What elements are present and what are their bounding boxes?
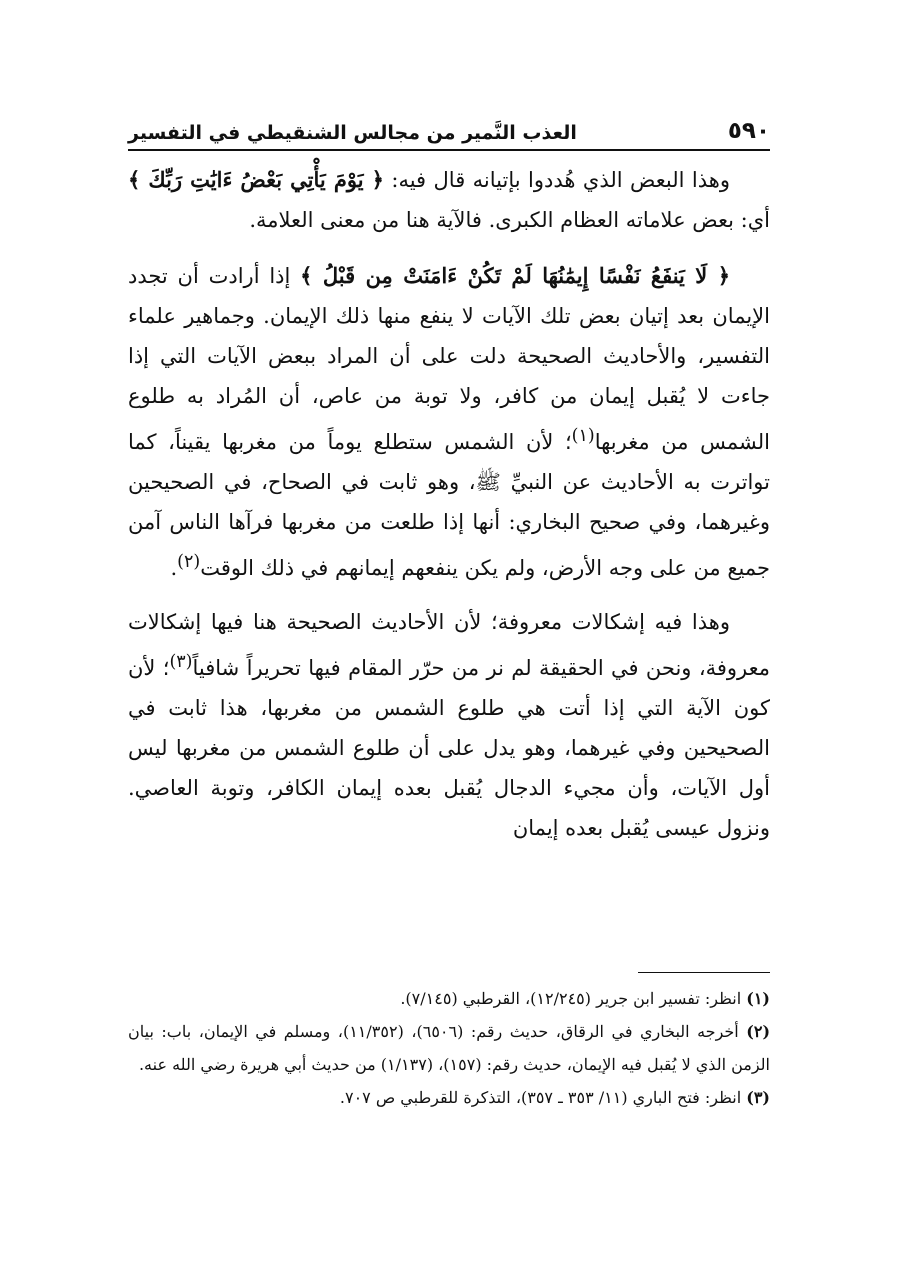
footnote-1-number: (١) [746, 989, 770, 1008]
page-header [128, 104, 770, 144]
footnote-2-number: (٢) [746, 1022, 771, 1041]
header-divider [128, 149, 770, 151]
paragraph-2 [128, 256, 770, 588]
paragraph-2-text-c: . [170, 556, 178, 580]
footnote-2-text: أخرجه البخاري في الرقاق، حديث رقم: (٦٥٠٦)، (١١/٣٥٢)، ومسلم في الإيمان، باب: بيان الزمن الذي لا يُقبل فيه الإيمان، حديث رقم: (١٥٧)، (١/١٣٧) من حديث أبي هريرة رضي الله عنه. [128, 1022, 770, 1074]
paragraph-3-text-a: وهذا فيه إشكالات معروفة؛ لأن الأحاديث الصحيحة هنا فيها إشكالات معروفة، ونحن في الحقيقة لم نر من حرّر المقام فيها تحريراً شافياً [128, 610, 770, 680]
paragraph-3-text-b: ؛ لأن كون الآية التي إذا أتت هي طلوع الشمس من مغربها، هذا ثابت في الصحيحين وفي غيرهما، وهو يدل على أن طلوع الشمس من مغربها ليس أول الآيات، وأن مجيء الدجال يُقبل بعده إيمان الكافر، وتوبة العاصي. ونزول عيسى يُقبل بعده إيمان [128, 656, 770, 840]
footnote-2 [128, 1015, 770, 1081]
paragraph-1-text-a: وهذا البعض الذي هُددوا بإتيانه قال فيه: [383, 168, 730, 192]
body-text [128, 160, 770, 848]
paragraph-3 [128, 602, 770, 848]
footnote-3-number: (٣) [746, 1088, 770, 1107]
footnote-ref-2[interactable]: (٢) [177, 552, 201, 572]
footnote-3-text: انظر: فتح الباري (١١/ ٣٥٣ ـ ٣٥٧)، التذكرة للقرطبي ص ٧٠٧. [339, 1088, 742, 1107]
footnotes [128, 982, 770, 1114]
quran-verse-2: ﴿ لَا يَنفَعُ نَفْسًا إِيمَٰنُهَا لَمْ تَكُنْ ءَامَنَتْ مِن قَبْلُ ﴾ [300, 263, 731, 288]
running-title: العذب النَّمير من مجالس الشنقيطي في التفسير [128, 122, 577, 144]
footnote-1-text: انظر: تفسير ابن جرير (١٢/٢٤٥)، القرطبي (٧/١٤٥). [400, 989, 742, 1008]
paragraph-2-text-b: ؛ لأن الشمس ستطلع يوماً من مغربها يقيناً، كما تواترت به الأحاديث عن النبيِّ ﷺ، وهو ثابت في الصحاح، في الصحيحين وغيرهما، وفي صحيح البخاري: أنها إذا طلعت من مغربها فرآها الناس آمن جميع من على وجه الأرض، ولم يكن ينفعهم إيمانهم في ذلك الوقت [128, 430, 770, 580]
footnote-ref-1[interactable]: (١) [571, 426, 595, 446]
page-number: ٥٩٠ [727, 118, 770, 144]
quran-verse-1: ﴿ يَوْمَ يَأْتِي بَعْضُ ءَايَٰتِ رَبِّكَ ﴾ [128, 167, 384, 192]
footnote-1 [128, 982, 770, 1015]
paragraph-1-text-b: أي: بعض علاماته العظام الكبرى. فالآية هنا من معنى العلامة. [249, 208, 770, 232]
footnote-3 [128, 1081, 770, 1114]
paragraph-1 [128, 160, 770, 240]
footnote-divider [638, 972, 770, 973]
paragraph-2-text-a: إذا أرادت أن تجدد الإيمان بعد إتيان بعض تلك الآيات لا ينفع منها ذلك الإيمان. وجماهير علماء التفسير، والأحاديث الصحيحة دلت على أن المراد ببعض الآيات التي إذا جاءت لا يُقبل إيمان من كافر، ولا توبة من عاص، أن المُراد به طلوع الشمس من مغربها [128, 264, 770, 454]
footnote-ref-3[interactable]: (٣) [169, 652, 193, 672]
